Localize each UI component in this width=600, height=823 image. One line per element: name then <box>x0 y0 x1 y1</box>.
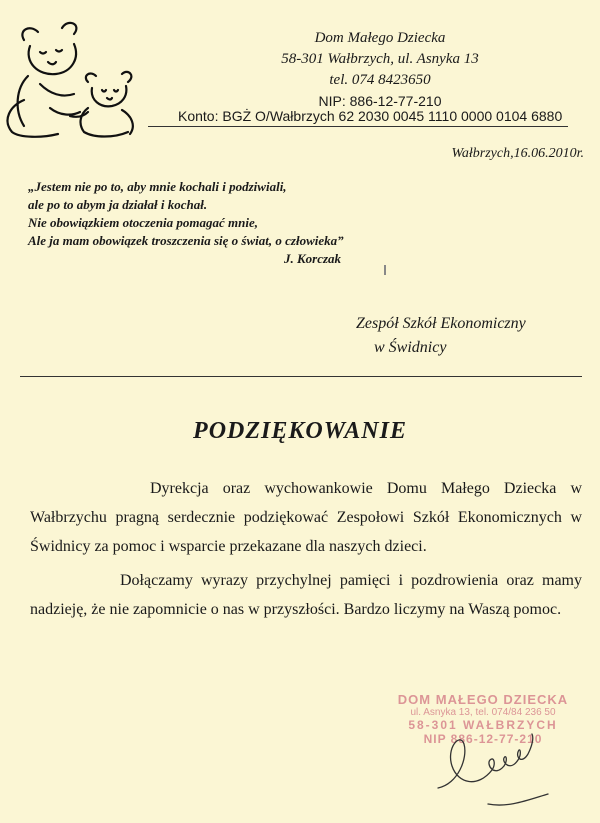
quote-line: Ale ja mam obowiązek troszczenia się o świat, o człowieka” <box>28 233 344 248</box>
org-phone: tel. 074 8423650 <box>329 72 431 88</box>
stamp-line: ul. Asnyka 13, tel. 074/84 236 50 <box>410 707 556 718</box>
epigraph-quote <box>28 178 408 266</box>
org-nip: NIP: 886-12-77-210 <box>318 93 442 109</box>
recipient-line-1: Zespół Szkół Ekonomiczny <box>356 315 526 332</box>
org-address: 58-301 Wałbrzych, ul. Asnyka 13 <box>281 51 479 67</box>
letter-title: PODZIĘKOWANIE <box>193 418 407 444</box>
stamp-line: 58-301 WAŁBRZYCH <box>408 718 558 732</box>
letter-body <box>30 474 582 629</box>
org-name: Dom Małego Dziecka <box>314 30 446 46</box>
bank-account: Konto: BGŻ O/Wałbrzych 62 2030 0045 1110 0000 0104 6880 <box>148 108 568 127</box>
body-paragraph: Dołączamy wyrazy przychylnej pamięci i pozdrowienia oraz mamy nadzieję, że nie zapomnicie o nas w przyszłości. Bardzo liczymy na Waszą pomoc. <box>30 572 582 618</box>
quote-line: ale po to abym ja działał i kochał. <box>28 197 208 212</box>
recipient <box>356 312 526 360</box>
divider <box>20 376 582 377</box>
stamp-line: NIP 886-12-77-210 <box>423 732 543 746</box>
letterhead <box>230 28 530 112</box>
stamp-line: DOM MAŁEGO DZIECKA <box>397 692 569 707</box>
quote-author: J. Korczak <box>284 251 342 266</box>
letter-date: Wałbrzych,16.06.2010r. <box>451 146 584 161</box>
body-paragraph: Dyrekcja oraz wychowankowie Domu Małego Dziecka w Wałbrzychu pragną serdecznie podziękować Zespołowi Szkół Ekonomicznych w Świdnicy za pomoc i wsparcie przekazane dla naszych dzieci. <box>30 480 582 555</box>
stray-mark <box>384 265 386 275</box>
quote-line: „Jestem nie po to, aby mnie kochali i podziwiali, <box>28 179 287 194</box>
handwritten-signature <box>428 718 558 818</box>
teddy-bears-logo <box>0 12 140 142</box>
quote-line: Nie obowiązkiem otoczenia pomagać mnie, <box>28 215 259 230</box>
recipient-line-2: w Świdnicy <box>374 339 447 356</box>
